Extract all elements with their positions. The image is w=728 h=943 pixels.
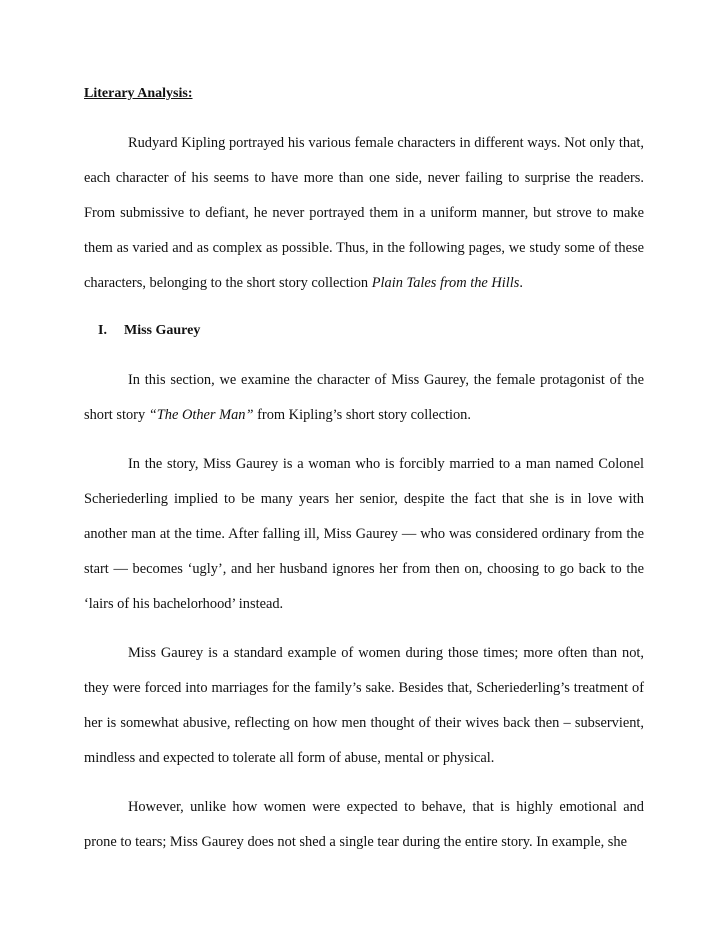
paragraph-4: Miss Gaurey is a standard example of women during those times; more often than not, they were forced into marriages for the family’s sake. Besides that, Scheriederling’s treatment of her is somewhat abusive, reflecting on how men thought of their wives back then – subservient, mindless and expected to tolerate all form of abuse, mental or physical. <box>84 645 644 766</box>
subsection-name: Miss Gaurey <box>124 323 201 338</box>
paragraph-3: In the story, Miss Gaurey is a woman who is forcibly married to a man named Colonel Scheriederling implied to be many years her senior, despite the fact that she is in love with another man at the time. After falling ill, Miss Gaurey — who was considered ordinary from the start — becomes ‘ugly’, and her husband ignores her from then on, choosing to go back to the ‘lairs of his bachelorhood’ instead. <box>84 456 644 612</box>
story-title: “The Other Man” <box>148 407 254 423</box>
intro-text-end: . <box>519 275 523 291</box>
intro-paragraph <box>84 126 644 301</box>
section-heading: Literary Analysis: <box>84 86 193 101</box>
paragraph-2-text-end: from Kipling’s short story collection. <box>253 407 471 423</box>
subsection-number: I. <box>98 323 107 338</box>
paragraph-2 <box>84 363 644 433</box>
intro-text: Rudyard Kipling portrayed his various female characters in different ways. Not only that, each character of his seems to have more than one side, never failing to surprise the readers. From submissive to defiant, he never portrayed them in a uniform manner, but strove to make them as varied and as complex as possible. Thus, in the following pages, we study some of these characters, belonging to the short story collection <box>84 135 644 291</box>
paragraph-5: However, unlike how women were expected to behave, that is highly emotional and prone to tears; Miss Gaurey does not shed a single tear during the entire story. In example, she <box>84 799 644 850</box>
document-page <box>84 84 644 860</box>
paragraph-2-text: In this section, we examine the character of Miss Gaurey, the female protagonist of the short story <box>84 372 644 423</box>
collection-title: Plain Tales from the Hills <box>371 275 520 291</box>
subsection-title <box>98 321 644 341</box>
